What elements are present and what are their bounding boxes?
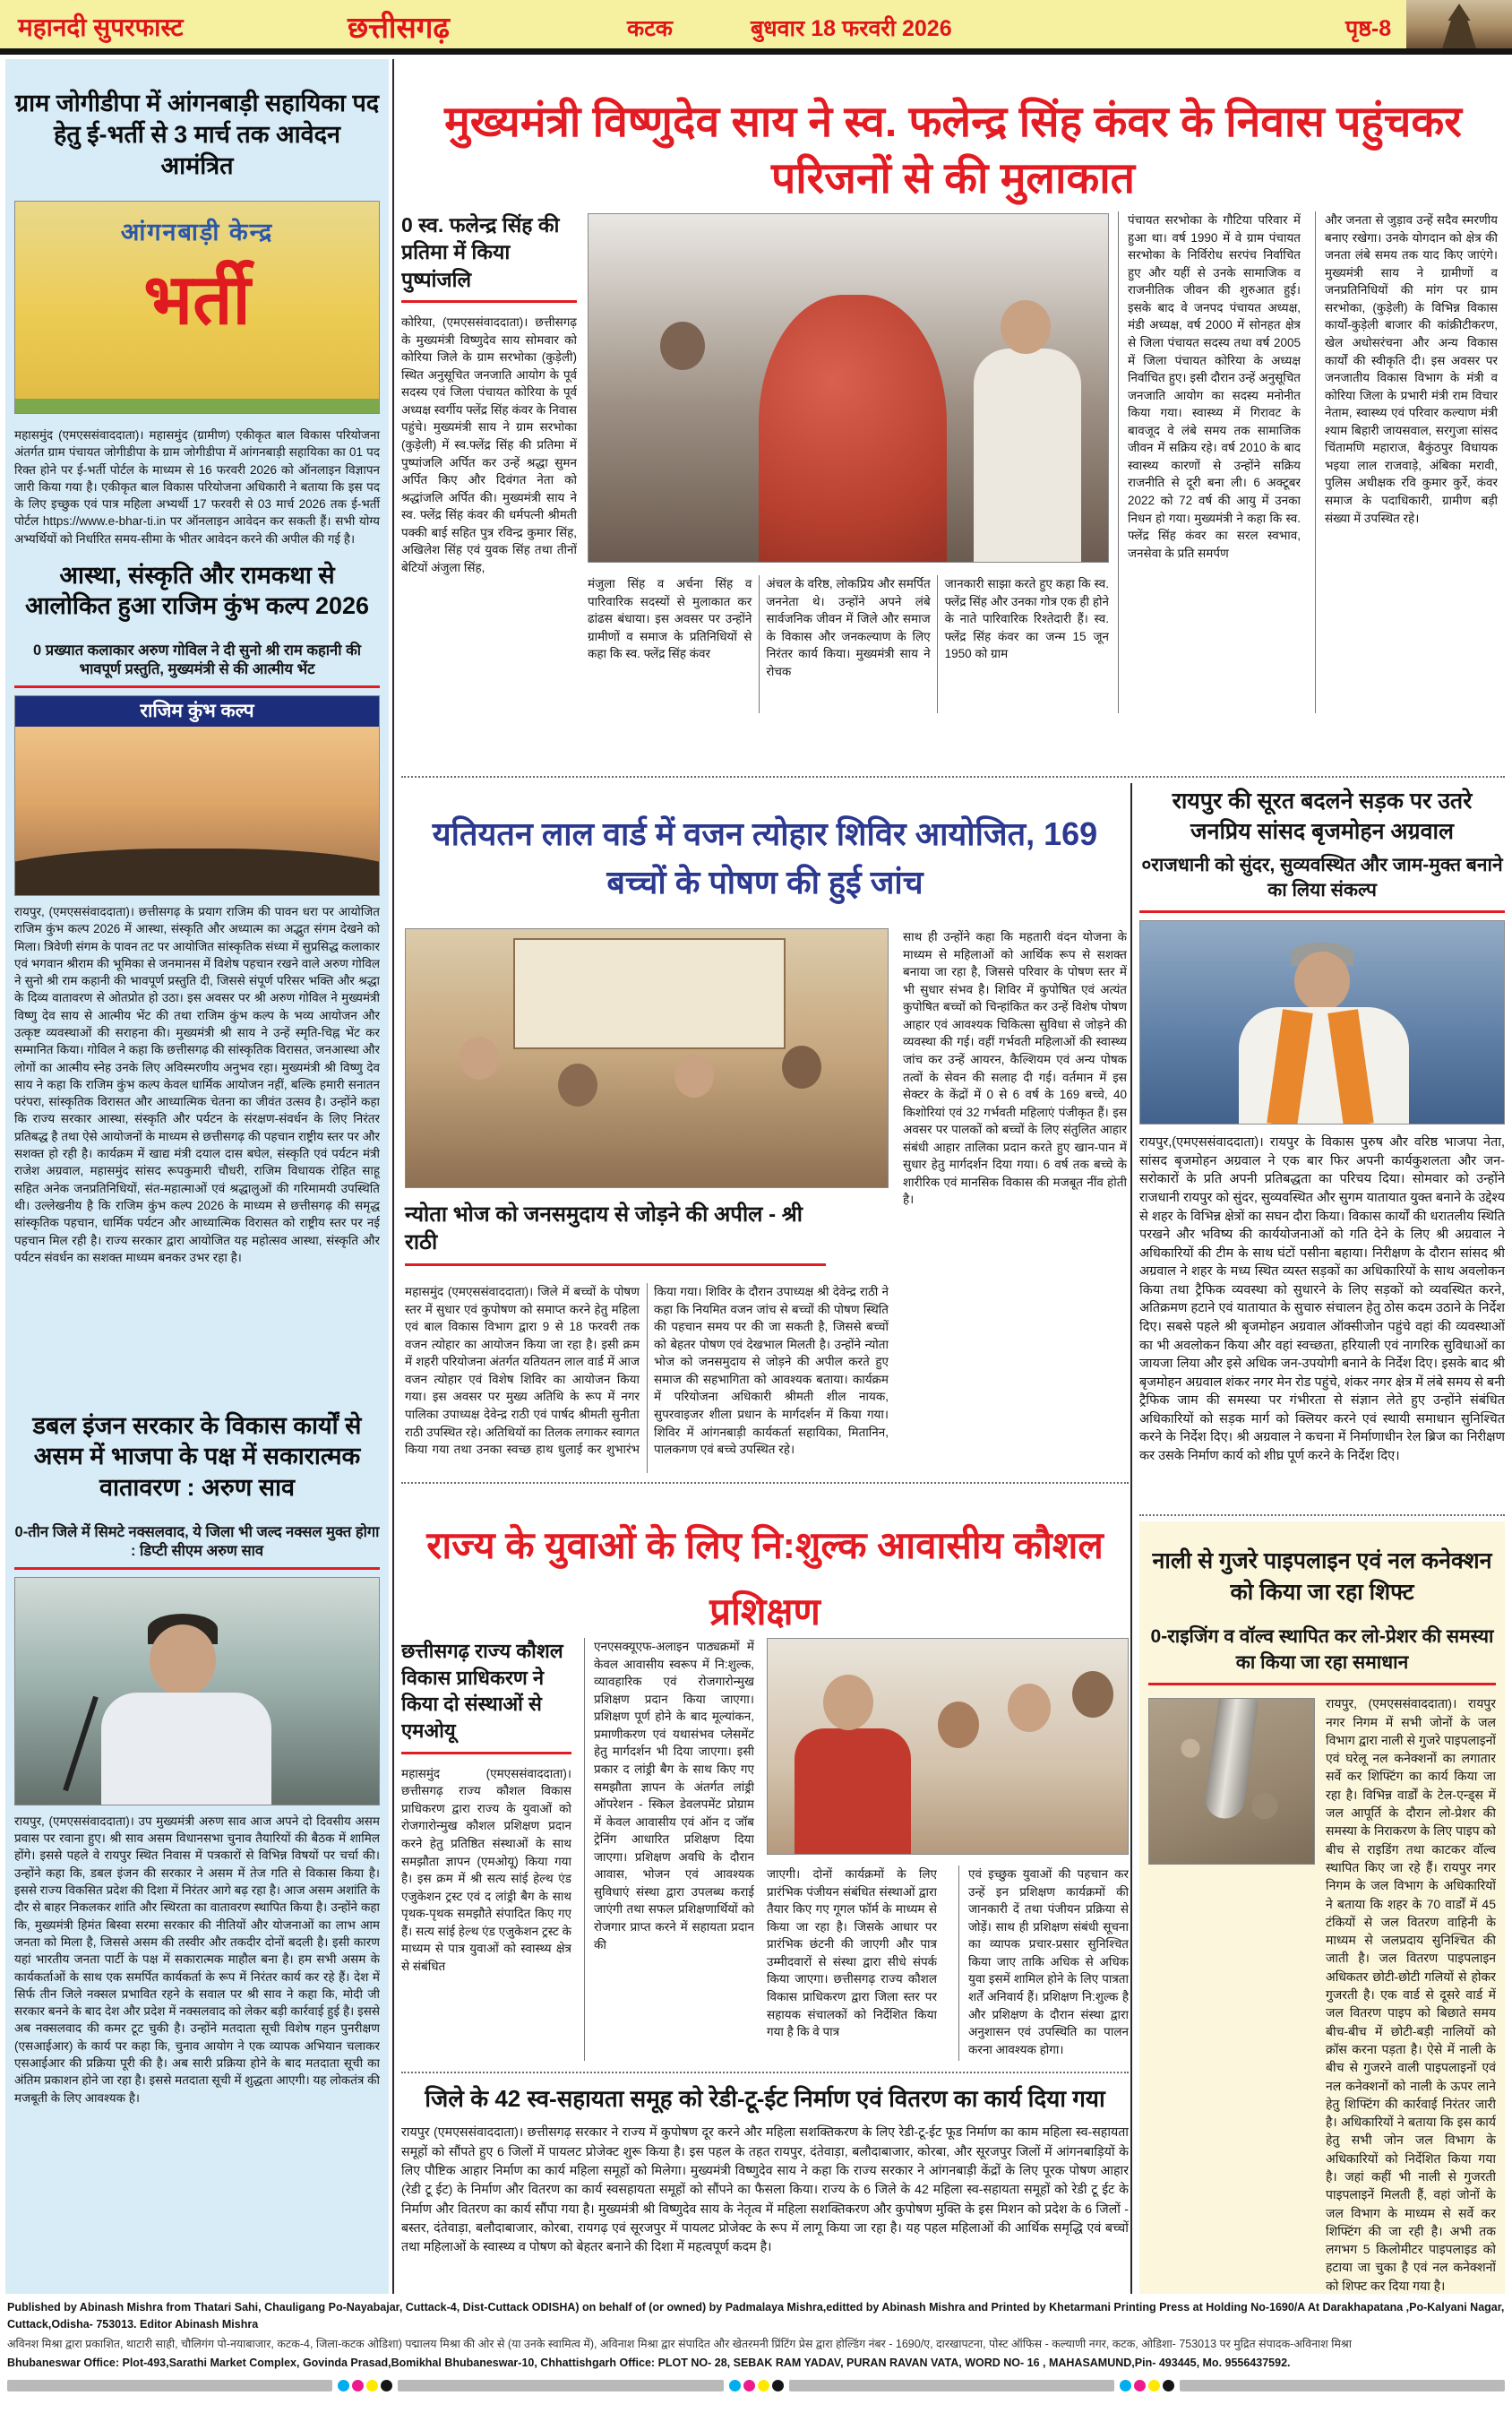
skill-subhead: छत्तीसगढ़ राज्य कौशल विकास प्राधिकरण ने किया दो संस्थाओं से एमओयू	[401, 1638, 571, 1754]
temple-masthead-image	[1406, 0, 1512, 48]
anganwadi-recruitment-photo	[14, 201, 380, 414]
skill-body-3: जाएगी। दोनों कार्यक्रमों के लिए प्रारंभिक पंजीयन संबंधित संस्थाओं द्वारा तैयार किए गए गूगल फॉर्म के माध्यम से किया जा रहा है। जिसके आधार पर प्रारंभिक छंटनी की जाएगी और पात्र उम्मीदवारों से संस्था द्वारा सीधे संपर्क किया जाएगा। छत्तीसगढ़ राज्य कौशल विकास प्राधिकरण द्वारा जिला स्तर पर सहायक संचालकों को निर्देशित किया गया है कि वे पात्र	[767, 1867, 937, 2039]
temple-silhouette-shape	[1440, 4, 1478, 48]
skill-headline: राज्य के युवाओं के लिए नि:शुल्क आवासीय कौशल प्रशिक्षण	[426, 1524, 1104, 1633]
skill-body-1: महासमुंद (एमएससंवाददाता)। छत्तीसगढ़ राज्य कौशल विकास प्राधिकरण द्वारा राज्य के युवाओं को रोजगारोन्मुख कौशल प्रशिक्षण प्रदान करने हेतु प्रतिष्ठित संस्थाओं के साथ समझौता ज्ञापन (एमओयू) किया गया है। इस क्रम में श्री सत्य सांई हेल्थ एंड एजुकेशन ट्रस्ट एवं द लांड्री बैग के साथ पृथक-पृथक समझौते संपादित किए गए हैं। सत्य सांई हेल्थ एंड एजुकेशन ट्रस्ट के माध्यम से पात्र युवाओं को स्वास्थ्य क्षेत्र से संबंधित	[401, 1766, 571, 1973]
left-column	[5, 59, 389, 2294]
cmyk-dots	[338, 2380, 392, 2391]
ready-to-eat-body: रायपुर (एमएससंवाददाता)। छत्तीसगढ़ सरकार ने राज्य में कुपोषण दूर करने और महिला सशक्तिकरण के लिए रेडी-टू-ईट फूड निर्माण का काम महिला स्व-सहायता समूहों को सौंपते हुए 6 जिलों में पायलट प्रोजेक्ट शुरू किया है। इस पहल के तहत रायपुर, दंतेवाड़ा, बलौदाबाजार, कोरबा, और सूरजपुर जिलों में आंगनबाड़ियों के लिए पौष्टिक आहार निर्माण का कार्य महिला समूहों को मिलेगा। मुख्यमंत्री विष्णुदेव साय ने कहा कि राज्य सरकार ने आंगनबाड़ी केंद्रों के लिए पूरक पोषण आहार (रेडी टू ईट) के निर्माण और वितरण का कार्य स्वसहायता समूहों को सौंपने का फैसला किया। राज्य के 6 जिले के 42 महिला स्व-सहायता समूहों को रेडी टू ईट के निर्माण और वितरण का कार्य सौंपा गया है। मुख्यमंत्री श्री विष्णुदेव साय के नेतृत्व में महिला सशक्तिकरण और कुपोषण मुक्ति के इस मिशन को प्रदेश के 6 जिलों - बस्तर, दंतेवाड़ा, बलौदाबाजार, कोरबा, रायगढ़ एवं सूरजपुर में पायलट प्रोजेक्ट के रूप में लागू किया जा रहा है। यह पहल महिलाओं की आर्थिक समृद्धि एवं बच्चों तथा महिलाओं के स्वास्थ्य व पोषण को बेहतर बनाने की दिशा में महत्वपूर्ण कदम है।	[401, 2125, 1129, 2255]
cm-family-meeting-photo	[588, 213, 1109, 563]
brijmohan-subhead: ०राजधानी को सुंदर, सुव्यवस्थित और जाम-मुक्त बनाने का लिया संकल्प	[1139, 853, 1505, 914]
paper-name: महानदी सुपरफास्ट	[18, 13, 184, 41]
wajan-body-left: महासमुंद (एमएससंवाददाता)। जिले में बच्चों के पोषण स्तर में सुधार एवं कुपोषण को समाप्त करने हेतु महिला एवं बाल विकास विभाग द्वारा 9 से 18 फरवरी तक वजन त्योहार का आयोजन किया जा रहा है। इसी क्रम में शहरी परियोजना अंतर्गत यतियतन लाल वार्ड में आज वजन त्योहार एवं विशेष शिविर का आयोजन किया गया। इस अवसर पर मुख्य अतिथि के रूप में नगर पालिका उपाध्यक्ष देवेन्द्र राठी एवं पार्षद श्रीमती सुनीता राठी उपस्थित रहे। अतिथियों का तिलक लगाकर स्वागत किया गया तथा उनका स्वच्छ हाथ धुलाई कर शुभारंभ किया गया। शिविर के दौरान उपाध्यक्ष श्री देवेन्द्र राठी ने कहा कि नियमित वजन जांच से बच्चों की पोषण स्थिति की पहचान समय पर की जा सकती है, जिससे बच्चों को बेहतर पोषण एवं देखभाल मिलती है। उन्होंने न्योता भोज को जनसमुदाय से जोड़ने की अपील करते हुए समाज की सहभागिता को आवश्यक बताया। कार्यक्रम में परियोजना अधिकारी श्रीमती शील नायक, सुपरवाइजर शीला प्रधान के मार्गदर्शन में किया गया। शिविर में आंगनबाड़ी कार्यकर्ता सहायिका, मितानिन, पालकगण एवं बच्चे उपस्थित रहे।	[405, 1285, 889, 1457]
article-skill-training	[401, 1487, 1129, 2068]
pipeline-body: रायपुर, (एमएससंवाददाता)। रायपुर नगर निगम में सभी जोनों के जल विभाग द्वारा नाली से गुजरे पाइपलाइनों एवं घरेलू नल कनेक्शनों का लगातार सर्वे कर शिफ्टिंग का कार्य किया जा रहा है। विभिन्न वार्डों के टेल-एन्ड्स में जल आपूर्ति के दौरान लो-प्रेशर की समस्या के निराकरण के लिए पाइप को बीच से राइडिंग तथा काटकर वॉल्व स्थापित किए जा रहे हैं। रायपुर नगर निगम के जल विभाग के अधिकारियों ने बताया कि शहर के 70 वार्डों में 45 टंकियों से जल वितरण वाहिनी के माध्यम से जलप्रदाय सुनिश्चित की जाती है। जल वितरण पाइपलाइन अधिकतर छोटी-छोटी गलियों से होकर गुजरती है। एक वार्ड से दूसरे वार्ड में जल वितरण पाइप को बिछाते समय बीच-बीच में छोटी-बड़ी नालियों को क्रॉस करना पड़ता है। ऐसे में नाली के बीच से गुजरने वाली पाइपलाइनों एवं नल कनेक्शनों को नाली के ऊपर लाने हेतु शिफ्टिंग की कार्रवाई निरंतर जारी है। अधिकारियों ने बताया कि इस कार्य हेतु सभी जोन जल विभाग के अधिकारियों को निर्देशित किया गया है। जहां कहीं भी नाली से गुजरती पाइपलाइनें मिलती हैं, वहां जोनों के जल विभाग के माध्यम से सर्वे कर शिफ्टिंग की जा रही है। अभी तक लगभग 5 किलोमीटर पाइपलाइड को हटाया जा चुका है एवं नल कनेक्शनों को शिफ्ट कर दिया गया है।	[1326, 1696, 1496, 2293]
vertical-rule	[392, 59, 394, 2294]
photo-shape	[1072, 1671, 1113, 1718]
rajim-kumbh-banner-text: राजिम कुंभ कल्प	[15, 696, 379, 727]
black-dot	[772, 2380, 784, 2391]
photo-shape	[14, 849, 380, 896]
photo-shape	[823, 1675, 873, 1730]
photo-shape	[101, 1693, 271, 1805]
cmyk-dots	[729, 2380, 784, 2391]
cm-visit-body-5: पंचायत सरभोका के गौटिया परिवार में हुआ था। वर्ष 1990 में वे ग्राम पंचायत सरभोका के निर्विरोध सरपंच निर्वाचित हुए और यहीं से उनके सामाजिक व राजनीतिक जीवन की शुरुआत हुई। इसके बाद वे जनपद पंचायत अध्यक्ष, मंडी अध्यक्ष, वर्ष 2000 में सोनहत क्षेत्र से जिला पंचायत सदस्य तथा वर्ष 2005 में जिला पंचायत कोरिया के अध्यक्ष निर्वाचित हुए। इसी दौरान उन्हें अनुसूचित जनजाति आयोग का सदस्य मनोनीत किया गया। स्वास्थ्य में गिरावट के बावजूद वे लंबे समय तक सामाजिक जीवन में सक्रिय रहे। वर्ष 2010 के बाद स्वास्थ्य कारणों से उन्होंने सक्रिय राजनीति से दूरी बना ली। 6 अक्टूबर 2022 को 72 वर्ष की आयु में उनका निधन हो गया। मुख्यमंत्री ने कहा कि स्व. फ्लेंद्र सिंह कंवर का सरल स्वभाव, जनसेवा के प्रति समर्पण	[1118, 211, 1301, 713]
edition-name: छत्तीसगढ़	[348, 11, 450, 44]
article-brijmohan	[1139, 783, 1505, 1511]
date-line: बुधवार 18 फरवरी 2026	[751, 16, 952, 41]
article-pipeline	[1139, 1521, 1505, 2294]
dotted-separator	[401, 1482, 1129, 1484]
yellow-dot	[366, 2380, 378, 2391]
rajim-headline: आस्था, संस्कृति और रामकथा से आलोकित हुआ राजिम कुंभ कल्प 2026	[24, 561, 370, 620]
photo-shape	[674, 1055, 714, 1098]
yellow-dot	[758, 2380, 769, 2391]
cm-visit-body-6: और जनता से जुड़ाव उन्हें सदैव स्मरणीय बनाए रखेगा। उनके योगदान को क्षेत्र की जनता लंबे समय तक याद किए जाएंगे। मुख्यमंत्री साय ने ग्रामीणों व जनप्रतिनिधियों की मांग पर ग्राम सरभोका, (कुड़ेली) के विभिन्न विकास कार्यों-कुड़ेली बाजार की कांक्रीटीकरण, खेल अधोसरंचना और अन्य विकास कार्यों की स्वीकृति दी। इस अवसर पर जनजातीय विकास विभाग के मंत्री व कोरिया जिला के प्रभारी मंत्री राम विचार नेताम, स्वास्थ्य एवं परिवार कल्याण मंत्री श्याम बिहारी जायसवाल, सरगुजा सांसद चिंतामणि महाराज, बैकुंठपुर विधायक भइया लाल राजवाड़े, अंबिका मरावी, पुलिस अधीक्षक रवि कुमार कुर्रे, कंवर समाज के पदाधिकारी, ग्रामीण बड़ी संख्या में उपस्थित रहे।	[1315, 211, 1498, 713]
photo-shape	[795, 1728, 911, 1855]
anganwadi-kendra-sign-text: आंगनबाड़ी केन्द्र	[120, 219, 274, 246]
photo-shape	[15, 399, 379, 413]
cm-visit-lower-columns	[588, 575, 1109, 713]
skill-body-2: एनएसक्यूएफ-अलाइन पाठ्यक्रमों में केवल आवासीय स्वरूप में नि:शुल्क, व्यावहारिक एवं रोजगारोन्मुख प्रशिक्षण प्रदान किया जाएगा। प्रशिक्षण पूर्ण होने के बाद मूल्यांकन, प्रमाणीकरण एवं यथासंभव प्लेसमेंट हेतु मार्गदर्शन भी दिया जाएगा। इसी प्रकार द लांड्री बैग के साथ किए गए समझौता ज्ञापन के अंतर्गत लांड्री ऑपरेशन - स्किल डेवलपमेंट प्रोग्राम में केवल आवासीय एवं ऑन द जॉब ट्रेनिंग आधारित प्रशिक्षण दिया जाएगा। प्रशिक्षण अवधि के दौरान आवास, भोजन एवं आवश्यक सुविधाएं संस्था द्वारा उपलब्ध कराई जाएंगी तथा सफल प्रशिक्षणार्थियों को रोजगार प्राप्त करने में सहायता प्रदान की	[584, 1638, 754, 2061]
photo-shape	[938, 1702, 979, 1748]
dotted-separator	[1139, 1514, 1505, 1516]
cm-visit-headline: मुख्यमंत्री विष्णुदेव साय ने स्व. फलेन्द्र सिंह कंवर के निवास पहुंचकर परिजनों से की मुलाकात	[444, 99, 1462, 202]
pipeline-photo	[1148, 1698, 1315, 1865]
masthead-divider	[0, 48, 1512, 55]
article-ready-to-eat	[401, 2081, 1129, 2294]
photo-shape	[1239, 1007, 1409, 1125]
publisher-line-hindi: अविनश मिश्रा द्वारा प्रकाशित, थाटारी साही, चौलिगंग पो-नयाबाजार, कटक-4, जिला-कटक ओडिशा) पद्मालय मिश्रा की ओर से (या उनके स्वामित्व में), अविनाश मिश्रा द्वार संपादित और खेतरमनी प्रिंटिंग प्रेस द्वारा होल्डिंग नंबर - 1690/ए, दारखापटना, पोस्ट ऑफिस - कल्याणी नगर, कटक, ओडिशा- 753013 पर मुद्रित संपादक-अविनाश मिश्रा	[7, 2337, 1353, 2350]
imprint-footer	[7, 2299, 1505, 2392]
registration-gray-segment	[7, 2380, 332, 2391]
offices-line: Bhubaneswar Office: Plot-493,Sarathi Market Complex, Govinda Prasad,Bomikhal Bhubaneswar-10, Chhattishgarh Office: PLOT NO- 28, SEBAK RAM YADAV, PURAN RAVAN VATA, WORD NO- 16 , MAHASAMUND,Pin- 493445, Mo. 9556437592.	[7, 2356, 1291, 2369]
registration-gray-segment	[1180, 2380, 1505, 2391]
cmyk-dots	[1120, 2380, 1174, 2391]
rajim-subhead: 0 प्रख्यात कलाकार अरुण गोविल ने दी सुनो श्री राम कहानी की भावपूर्ण प्रस्तुति, मुख्यमंत्री से की आत्मीय भेंट	[14, 642, 380, 688]
microphone-shape	[63, 1696, 99, 1791]
skill-youth-photo	[767, 1638, 1129, 1855]
cyan-dot	[338, 2380, 349, 2391]
registration-gray-segment	[789, 2380, 1114, 2391]
photo-shape	[660, 322, 705, 370]
photo-shape	[1294, 952, 1350, 1011]
photo-shape	[1008, 1684, 1051, 1732]
photo-shape	[513, 938, 786, 1049]
pipeline-headline: नाली से गुजरे पाइपलाइन एवं नल कनेक्शन को किया जा रहा शिफ्ट	[1152, 1547, 1492, 1605]
registration-bar	[7, 2378, 1505, 2392]
rajim-kumbh-photo	[14, 695, 380, 896]
brijmohan-headline: रायपुर की सूरत बदलने सड़क पर उतरे जनप्रिय सांसद बृजमोहन अग्रवाल	[1172, 788, 1473, 844]
rajim-body: रायपुर, (एमएससंवाददाता)। छत्तीसगढ़ के प्रयाग राजिम की पावन धरा पर आयोजित राजिम कुंभ कल्प 2026 में आस्था, संस्कृति और अध्यात्म का अद्भुत संगम देखने को मिला। त्रिवेणी संगम के पावन तट पर आयोजित सांस्कृतिक संध्या में सुप्रसिद्ध कलाकार एवं भगवान श्रीराम की भूमिका से जनमानस में विशेष पहचान रखने वाले अरुण गोविल ने सुनो श्री राम कहानी की भावपूर्ण प्रस्तुति दी, जिससे संपूर्ण परिसर भक्ति और श्रद्धा के दिव्य वातावरण से ओतप्रोत हो उठा। इस अवसर पर श्री अरुण गोविल ने मुख्यमंत्री विष्णु देव साय से आत्मीय भेंट की तथा राजिम कुंभ कल्प के भव्य आयोजन और उत्कृष्ट व्यवस्थाओं की सराहना की। मुख्यमंत्री श्री साय ने उन्हें स्मृति-चिह्न भेंट कर सम्मानित किया। गोविल ने कहा कि छत्तीसगढ़ की सांस्कृतिक विरासत, जनआस्था और लोगों का आत्मीय स्नेह उनके लिए अविस्मरणीय अनुभव रहा। मुख्यमंत्री श्री विष्णु देव साय ने कहा कि राजिम कुंभ कल्प केवल धार्मिक आयोजन नहीं, बल्कि हमारी सनातन परंपरा, सांस्कृतिक विरासत और आध्यात्मिक चेतना का जीवंत उत्सव है। उन्होंने कहा कि राज्य सरकार आस्था, संस्कृति और पर्यटन के संरक्षण-संवर्धन के लिए निरंतर प्रतिबद्ध है तथा ऐसे आयोजनों के माध्यम से छत्तीसगढ़ की पहचान राष्ट्रीय स्तर पर और सशक्त हो रही है। कार्यक्रम में खाद्य मंत्री दयाल दास बघेल, संस्कृति एवं पर्यटन मंत्री राजेश अग्रवाल, महासमुंद सांसद रूपकुमारी चौधरी, राजिम विधायक रोहित साहू सहित अनेक जनप्रतिनिधियों, संत-महात्माओं एवं श्रद्धालुओं की गरिमामयी उपस्थिति थी। उल्लेखनीय है कि राजिम कुंभ कल्प 2026 के माध्यम से छत्तीसगढ़ की समृद्ध सांस्कृतिक पहचान, धार्मिक पर्यटन और आध्यात्मिक विरासत को राष्ट्रीय स्तर पर नई पहचान मिल रही है। राज्य सरकार द्वारा आयोजित यह महोत्सव आस्था, संस्कृति और पर्यटन संवर्धन का सशक्त माध्यम बनकर उभर रहा है।	[14, 904, 380, 1264]
article-wajan-tyohar	[401, 783, 1129, 1480]
wajan-subhead: न्योता भोज को जनसमुदाय से जोड़ने की अपील - श्री राठी	[405, 1201, 826, 1266]
masthead	[0, 0, 1512, 48]
dotted-separator	[401, 776, 1505, 778]
skill-column-1	[401, 1638, 571, 2061]
cm-visit-body-2: मंजुला सिंह व अर्चना सिंह व पारिवारिक सदस्यों से मुलाकात कर ढांढस बंधाया। इस अवसर पर उन्होंने ग्रामीणों व समाज के प्रतिनिधियों से कहा कि स्व. फ्लेंद्र सिंह कंवर	[588, 577, 752, 661]
article-cm-visit	[401, 59, 1505, 776]
anganwadi-headline: ग्राम जोगीडीपा में आंगनबाड़ी सहायिका पद हेतु ई-भर्ती से 3 मार्च तक आवेदन आमंत्रित	[14, 90, 380, 179]
bharti-poster-text: भर्ती	[143, 260, 251, 340]
assam-headline: डबल इंजन सरकार के विकास कार्यों से असम में भाजपा के पक्ष में सकारात्मक वातावरण : अरुण साव	[32, 1411, 362, 1501]
wajan-headline: यतियतन लाल वार्ड में वजन त्योहार शिविर आयोजित, 169 बच्चों के पोषण की हुई जांच	[432, 815, 1098, 901]
brijmohan-body: रायपुर,(एमएससंवाददाता)। रायपुर के विकास पुरुष और वरिष्ठ भाजपा नेता, सांसद बृजमोहन अग्रवाल ने एक बार फिर अपनी कार्यकुशलता और जन-सरोकारों के प्रति अपनी प्रतिबद्धता का परिचय दिया। सोमवार को उन्होंने राजधानी रायपुर को सुंदर, सुव्यवस्थित और सुगम यातायात युक्त बनाने के उद्देश्य से शहर के विभिन्न क्षेत्रों का सघन दौरा किया। विकास कार्यों की धरातलीय स्थिति परखने और भविष्य की कार्ययोजनाओं को गति देने के लिए श्री अग्रवाल ने अधिकारियों की टीम के साथ घंटों पसीना बहाया। निरीक्षण के दौरान सांसद श्री अग्रवाल ने शहर के मध्य स्थित व्यस्त सड़कों का अधिकारियों के साथ अवलोकन किया तथा ट्रैफिक व्यवस्था को सुधारने के लिए सड़कों को व्यवस्थित करने, अतिक्रमण हटाने एवं यातायात के सुचारु संचालन हेतु ठोस कदम उठाने के निर्देश दिए। सबसे पहले श्री बृजमोहन अग्रवाल ऑक्सीजोन पहुंचे वहां की व्यवस्थाओं का भी अवलोकन किया और वहां स्वच्छता, हरियाली एवं नागरिक सुविधाओं का जायजा लिया और इसे अधिक जन-उपयोगी बनाने के निर्देश दिए। इसके बाद श्री बृजमोहन अग्रवाल शंकर नगर मेन रोड पहुंचे, शंकर नगर क्षेत्र में लंबे समय से बनी ट्रैफिक जाम की समस्या पर गंभीरता से संज्ञान लेते हुए उन्होंने संबंधित अधिकारियों को सड़क मार्ग को क्लियर करने एवं स्थायी समाधान सुनिश्चित करने के निर्देश दिए। श्री अग्रवाल ने कचना में निर्माणाधीन रेल ब्रिज का निरीक्षण कर उसके निर्माण कार्य को शीघ्र पूर्ण करने के निर्देश दिए।	[1139, 1135, 1505, 1464]
cm-visit-column-1	[401, 211, 577, 713]
assam-body: रायपुर, (एमएससंवाददाता)। उप मुख्यमंत्री अरुण साव आज अपने दो दिवसीय असम प्रवास पर रवाना हुए। श्री साव असम विधानसभा चुनाव तैयारियों की बैठक में शामिल होंगे। इससे पहले वे रायपुर स्थित निवास में पत्रकारों से विभिन्न विषयों पर चर्चा की। उन्होंने कहा कि, डबल इंजन की सरकार ने असम में तेज गति से विकास किया है। इससे राज्य विकसित प्रदेश की दिशा में निरंतर आगे बढ़ रहा है। आज असम अशांति के दौर से बाहर निकलकर शांति और स्थिरता का वातावरण स्थापित किया है। उन्होंने कहा कि, मुख्यमंत्री हिमंत बिस्वा सरमा सरकार की नीतियों और योजनाओं का लाभ आम जनता को मिला है, जिससे असम की तस्वीर और तकदीर दोनों बदली है। इसी कारण यहां भारतीय जनता पार्टी के पक्ष में सकारात्मक माहौल बना है। हम सभी असम के कार्यकर्ताओं के साथ एक समर्पित कार्यकर्ता के रूप में निरंतर कार्य कर रहे हैं। देश में सिर्फ तीन जिले नक्सल प्रभावित रहने के सवाल पर श्री साव ने कहा कि, मोदी जी सरकार बनने के बाद देश और प्रदेश में नक्सलवाद को लेकर बड़ी कार्रवाई हुई है। इससे अब नक्सलवाद की कमर टूट चुकी है। उन्होंने मतदाता सूची विशेष गहन पुनरीक्षण (एसआईआर) के कार्य पर कहा कि, चुनाव आयोग ने एक व्यापक अभियान चलाकर एसआईआर की प्रक्रिया पूरी की है। अब सारी प्रक्रिया होने के बाद मतदाता सूची का अंतिम प्रकाशन होने जा रहा है। इससे मतदाता सूची में शुद्धता आएगी। यह लोकतंत्र की मजबूती के लिए आवश्यक है।	[14, 1814, 380, 2105]
photo-shape	[974, 349, 1081, 563]
pipeline-subhead: 0-राइजिंग व वॉल्व स्थापित कर लो-प्रेशर की समस्या का किया जा रहा समाधान	[1148, 1624, 1496, 1686]
cyan-dot	[1120, 2380, 1131, 2391]
page-number: पृष्ठ-8	[1345, 16, 1392, 41]
wajan-body-right: साथ ही उन्होंने कहा कि महतारी वंदन योजना के माध्यम से महिलाओं को आर्थिक रूप से सशक्त बनाया जा रहा है, जिससे परिवार के पोषण स्तर में भी सुधार संभव है। शिविर में कुपोषित एवं अत्यंत कुपोषित बच्चों को चिन्हांकित कर उन्हें विशेष पोषण आहार एवं आवश्यक चिकित्सा सुविधा से जोड़ने की व्यवस्था की गई। वहीं गर्भवती महिलाओं की स्वास्थ्य जांच कर उन्हें आयरन, कैल्शियम एवं अन्य पोषक तत्वों के सेवन की सलाह दी गई। वर्तमान में इस सेक्टर के केंद्रों में 0 से 6 वर्ष के 169 बच्चे, 40 किशोरियां एवं 32 गर्भवती महिलाएं पंजीकृत हैं। इस अवसर पर पालकों को बच्चों के लिए संतुलित आहार संबंधी आहार तालिका प्रदान करते हुए खान-पान में सुधार हेतु मार्गदर्शन दिया गया। 6 वर्ष तक बच्चे के शारीरिक एवं मानसिक विकास की मजबूत नींव होती है।	[903, 930, 1127, 1207]
publisher-line-english: Published by Abinash Mishra from Thatari Sahi, Chauligang Po-Nayabajar, Cuttack-4, Dist-Cuttack ODISHA) on behalf of (or owned) by Padmalaya Mishra,editted by Abinash Mishra and Printed by Khetarmani Printing Press at Holding No-1690/A At Darakhapatana ,Po-Kalyani Nagar, Cuttack,Odisha- 753013. Editor Abinash Mishra	[7, 2301, 1505, 2331]
pipe-shape	[1203, 1698, 1260, 1821]
dotted-separator	[401, 2072, 1129, 2073]
cm-visit-body-3: अंचल के वरिष्ठ, लोकप्रिय और समर्पित जननेता थे। उन्होंने अपने लंबे सार्वजनिक जीवन में जिले और समाज के विकास और जनकल्याण के लिए निरंतर कार्य किया। मुख्यमंत्री साय ने रोचक	[766, 577, 931, 678]
ready-to-eat-headline: जिले के 42 स्व-सहायता समूह को रेडी-टू-ईट निर्माण एवं वितरण का कार्य दिया गया	[425, 2085, 1105, 2112]
cyan-dot	[729, 2380, 741, 2391]
assam-subhead: 0-तीन जिले में सिमटे नक्सलवाद, ये जिला भी जल्द नक्सल मुक्त होगा : डिप्टी सीएम अरुण साव	[14, 1523, 380, 1570]
magenta-dot	[743, 2380, 755, 2391]
city-label: कटक	[627, 16, 674, 41]
magenta-dot	[1134, 2380, 1146, 2391]
anganwadi-body: महासमुंद (एमएससंवाददाता)। महासमुंद (ग्रामीण) एकीकृत बाल विकास परियोजना अंतर्गत ग्राम पंचायत जोगीडीपा के ग्राम जोगीडीपा में आंगनबाड़ी सहायिका का 01 पद रिक्त होने पर ई-भर्ती पोर्टल के माध्यम से 16 फरवरी 2026 को ऑनलाइन विज्ञापन जारी किया गया है। एकीकृत बाल विकास परियोजना अधिकारी ने बताया कि इस पद के लिए इच्छुक एवं पात्र महिला अभ्यर्थी 17 फरवरी से 03 मार्च 2026 तक ई-भर्ती पोर्टल https://www.e-bhar-ti.in पर ऑनलाइन आवेदन कर सकती हैं। सभी योग्य अभ्यर्थियों को निर्धारित समय-सीमा के भीतर आवेदन करने की अपील की गई है।	[14, 427, 380, 546]
black-dot	[381, 2380, 392, 2391]
cm-visit-body-1: कोरिया, (एमएससंवाददाता)। छत्तीसगढ़ के मुख्यमंत्री विष्णुदेव साय सोमवार को कोरिया जिले के ग्राम सरभोका (कुड़ेली) स्थित अनुसूचित जनजाति आयोग के पूर्व सदस्य एवं जिला पंचायत कोरिया के पूर्व अध्यक्ष स्वर्गीय फ्लेंद्र सिंह कंवर के निवास पहुंचे। मुख्यमंत्री साय ने ग्राम सरभोका (कुड़ेली) में स्व.फ्लेंद्र सिंह की प्रतिमा में पुष्पांजलि अर्पित कर उन्हें श्रद्धा सुमन अर्पित किए और दिवंगत नेता को श्रद्धांजलि अर्पित की। मुख्यमंत्री साय ने स्व. फ्लेंद्र सिंह कंवर की धर्मपत्नी श्रीमती पक्की बाई सहित पुत्र रविन्द्र कुमार सिंह, अखिलेश सिंह एवं युवक सिंह तथा तीनों बेटियों अंजुला सिंह,	[401, 315, 577, 574]
magenta-dot	[352, 2380, 364, 2391]
vertical-rule	[1130, 783, 1132, 2294]
wajan-camp-photo	[405, 928, 889, 1188]
photo-shape	[1001, 300, 1051, 354]
cm-visit-body-4: जानकारी साझा करते हुए कहा कि स्व. फ्लेंद्र सिंह और उनका गोत्र एक ही होने के नाते पारिवारिक रिश्तेदारी हैं। स्व. फ्लेंद्र सिंह कंवर का जन्म 15 जून 1950 को ग्राम	[944, 577, 1109, 661]
photo-shape	[150, 1624, 216, 1696]
registration-gray-segment	[398, 2380, 723, 2391]
photo-shape	[782, 1046, 821, 1089]
photo-shape	[558, 1064, 597, 1107]
photo-shape	[460, 1037, 499, 1080]
skill-body-4: एवं इच्छुक युवाओं की पहचान कर उन्हें इन प्रशिक्षण कार्यक्रमों की जानकारी दें तथा पंजीयन प्रक्रिया से जोड़ें। साथ ही प्रशिक्षण संबंधी सूचना का व्यापक प्रचार-प्रसार सुनिश्चित किया जाए ताकि अधिक से अधिक युवा इसमें शामिल होने के लिए पात्रता शर्तें अनिवार्य हैं। प्रशिक्षण नि:शुल्क है और प्रशिक्षण के दौरान संस्था द्वारा अनुशासन एवं उपस्थिति का पालन करना आवश्यक होगा।	[958, 1866, 1129, 2061]
cm-visit-subhead: 0 स्व. फलेन्द्र सिंह की प्रतिमा में किया पुष्पांजलि	[401, 211, 577, 303]
arun-sao-photo	[14, 1577, 380, 1805]
yellow-dot	[1148, 2380, 1160, 2391]
black-dot	[1163, 2380, 1174, 2391]
brijmohan-photo	[1139, 920, 1505, 1125]
photo-shape	[759, 295, 947, 563]
